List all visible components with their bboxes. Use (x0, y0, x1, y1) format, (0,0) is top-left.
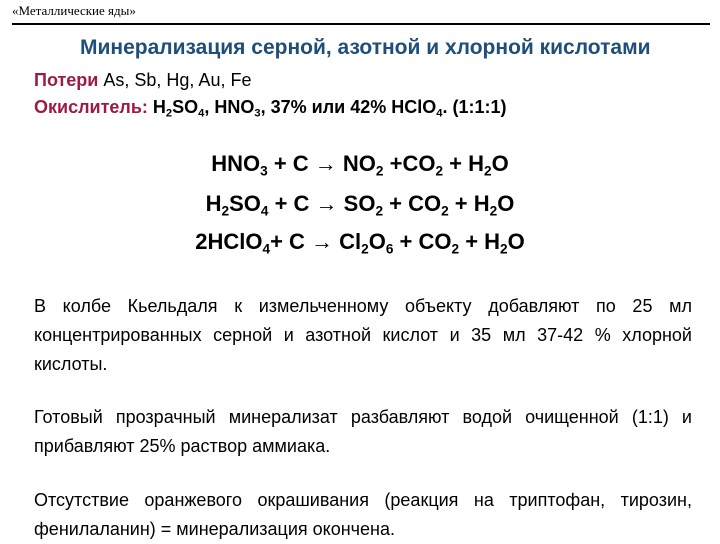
paragraph-procedure: В колбе Кьельдаля к измельченному объекту добавляют по 25 мл концентрированных серной и азотной кислот и 35 мл 37-42 % хлорной кислоты. (34, 296, 692, 374)
equation-nitric: $HNO_3 + C \to NO_2 +CO_2 + H_2O$ (211, 151, 509, 179)
slide-title: Минерализация серной, азотной и хлорной кислотами (80, 36, 651, 59)
oxidizer-label: Окислитель: (34, 97, 148, 117)
header-divider (12, 23, 710, 25)
oxidizer-line (34, 97, 506, 118)
losses-label: Потери (34, 70, 99, 90)
oxidizer-value: $H_2SO_4$, $HNO_3$, 37% или 42% HClO$_4$. (1:1:1) (152, 97, 507, 120)
equation-sulfuric: $H_2SO_4 + C \to SO_2 + CO_2 + H_2O$ (205, 191, 515, 219)
header-text: «Металлические яды» (12, 3, 136, 18)
equation-perchloric: 2HClO$_4$+ $C \to Cl_2O_6 + CO_2 + H_2O$ (195, 229, 525, 257)
losses-value: As, Sb, Hg, Au, Fe (103, 70, 252, 90)
paragraph-dilution: Готовый прозрачный минерализат разбавляют водой очищенной (1:1) и прибавляют 25% раствор аммиака. (34, 407, 692, 456)
losses-line (34, 70, 251, 91)
paragraph-completion: Отсутствие оранжевого окрашивания (реакция на триптофан, тирозин, фенилаланин) = минерализация окончена. (34, 490, 692, 539)
